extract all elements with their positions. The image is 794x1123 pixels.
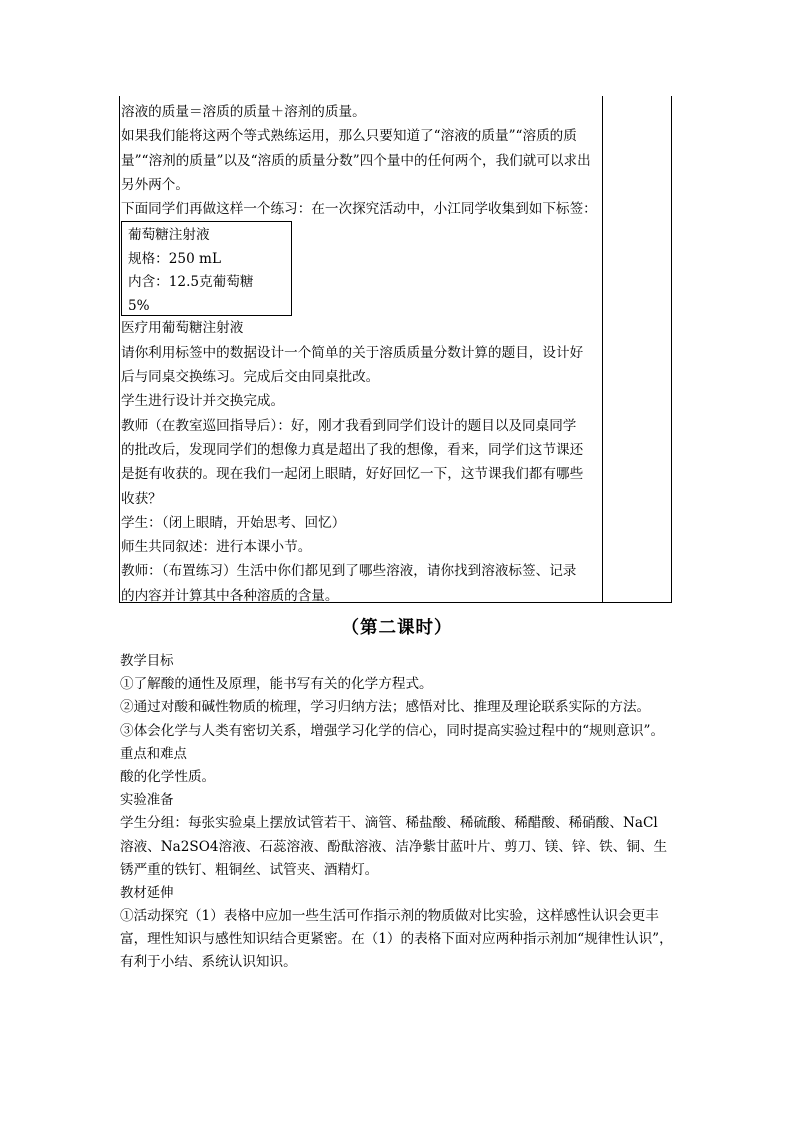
table-right-border — [671, 96, 672, 603]
paragraph-line: 收获？ — [121, 490, 162, 507]
section-heading-preparation: 实验准备 — [120, 793, 174, 809]
paragraph-line: 另外两个。 — [121, 176, 189, 193]
table-cell-content — [121, 100, 601, 608]
section-heading-goals: 教学目标 — [120, 654, 174, 669]
lesson-body — [120, 650, 686, 975]
table-column-divider — [602, 96, 603, 603]
paragraph-line: 溶液的质量＝溶质的质量＋溶剂的质量。 — [121, 104, 366, 120]
preparation-line: 学生分组：每张实验桌上摆放试管若干、滴管、稀盐酸、稀硫酸、稀醋酸、稀硝酸、NaCl — [120, 815, 658, 832]
paragraph-line: 医疗用葡萄糖注射液 — [121, 320, 244, 337]
paragraph-line: 如果我们能将这两个等式熟练运用，那么只要知道了“溶液的质量”“溶质的质 — [121, 128, 577, 145]
label-line: 葡萄糖注射液 — [128, 227, 210, 244]
paragraph-line: 教师（在教室巡回指导后）：好，刚才我看到同学们设计的题目以及同桌同学 — [121, 417, 577, 434]
key-points-text: 酸的化学性质。 — [120, 768, 216, 785]
extension-line: 富，理性知识与感性知识结合更紧密。在（1）的表格下面对应两种指示剂加“规律性认识”， — [120, 931, 673, 948]
lesson-title: （第二课时） — [341, 618, 453, 638]
paragraph-line: 的内容并计算其中各种溶质的含量。 — [121, 587, 339, 604]
paragraph-line: 量”“溶剂的质量”以及“溶质的质量分数”四个量中的任何两个，我们就可以求出 — [121, 152, 591, 169]
section-heading-extension: 教材延伸 — [120, 885, 174, 901]
preparation-line: 锈严重的铁钉、粗铜丝、试管夹、酒精灯。 — [120, 861, 379, 878]
paragraph-line: 请你利用标签中的数据设计一个简单的关于溶质质量分数计算的题目，设计好 — [121, 344, 584, 361]
goal-item: ③体会化学与人类有密切关系，增强学习化学的信心，同时提高实验过程中的“规则意识”。 — [120, 722, 665, 739]
paragraph-line: 教师：（布置练习）生活中你们都见到了哪些溶液，请你找到溶液标签、记录 — [121, 563, 577, 580]
section-heading-key-points: 重点和难点 — [120, 746, 187, 762]
paragraph-line: 是挺有收获的。现在我们一起闭上眼睛，好好回忆一下，这节课我们都有哪些 — [121, 466, 584, 483]
extension-line: 有利于小结、系统认识知识。 — [120, 954, 297, 971]
paragraph-line: 下面同学们再做这样一个练习：在一次探究活动中，小江同学收集到如下标签： — [121, 201, 597, 218]
label-line: 5% — [128, 297, 150, 314]
goal-item: ①了解酸的通性及原理，能书写有关的化学方程式。 — [120, 676, 433, 693]
label-line: 内含：12.5克葡萄糖 — [128, 274, 254, 291]
table-left-border — [119, 96, 120, 603]
paragraph-line: 后与同桌交换练习。完成后交由同桌批改。 — [121, 369, 380, 386]
paragraph-line: 师生共同叙述：进行本课小节。 — [121, 539, 312, 556]
paragraph-line: 的批改后，发现同学们的想像力真是超出了我的想像，看来，同学们这节课还 — [121, 441, 584, 458]
paragraph-line: 学生：（闭上眼睛，开始思考、回忆） — [121, 514, 346, 531]
goal-item: ②通过对酸和碱性物质的梳理，学习归纳方法；感悟对比、推理及理论联系实际的方法。 — [120, 699, 651, 716]
extension-line: ①活动探究（1）表格中应加一些生活可作指示剂的物质做对比实验，这样感性认识会更丰 — [120, 908, 659, 925]
preparation-line: 溶液、Na2SO4溶液、石蕊溶液、酚酞溶液、洁净紫甘蓝叶片、剪刀、镁、锌、铁、铜、生 — [120, 838, 668, 855]
glucose-label-box — [121, 221, 292, 316]
label-line: 规格：250 mL — [128, 250, 221, 267]
paragraph-line: 学生进行设计并交换完成。 — [121, 393, 285, 410]
